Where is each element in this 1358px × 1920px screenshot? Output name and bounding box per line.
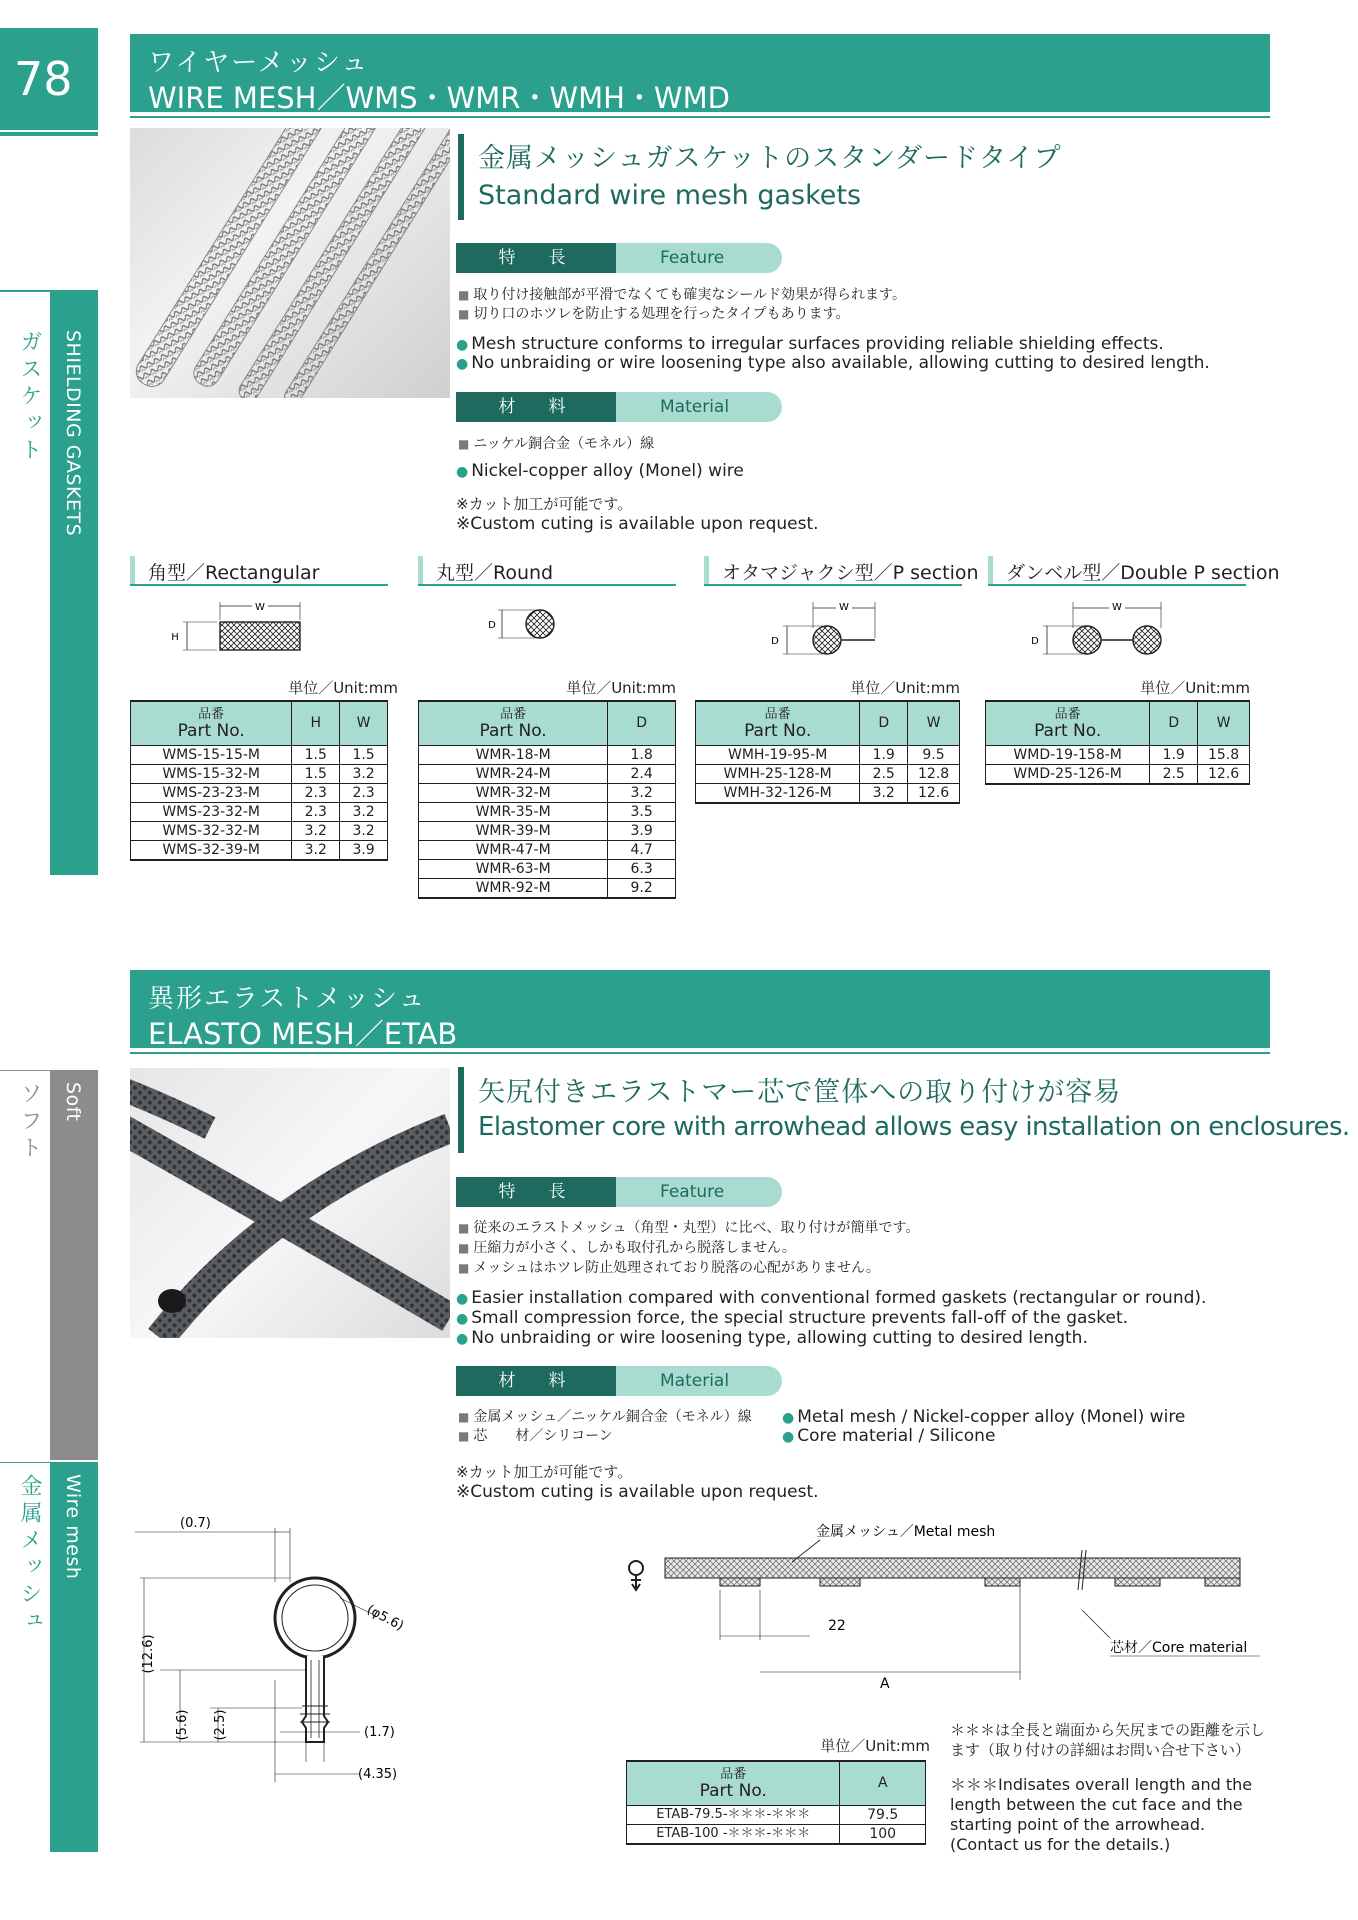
svg-text:D: D <box>488 620 496 631</box>
wire-mesh-material-jp: ■ ニッケル銅合金（モネル）線 <box>458 434 654 454</box>
page-number: 78 <box>0 28 98 130</box>
double-p-section-diagram <box>1025 598 1195 660</box>
table-row: WMS-15-15-M 1.5 1.5 <box>131 745 388 764</box>
wms-unit: 単位／Unit:mm <box>288 679 398 697</box>
round-diagram <box>480 600 580 650</box>
elasto-section-header <box>130 970 1270 1051</box>
rectangular-diagram <box>165 598 325 658</box>
side-tab-gasket-en: SHIELDING GASKETS <box>62 330 84 537</box>
elasto-product-photo <box>130 1068 450 1338</box>
etab-footnote-en: ＊＊＊Indisates overall length and the length between the cut face and the starting point of the arrowhead.(Contact us for the details.) <box>950 1775 1253 1854</box>
elasto-title-jp: 異形エラストメッシュ <box>148 984 427 1014</box>
wire-mesh-material-label: 材 料 Material <box>456 392 782 422</box>
svg-text:(4.35): (4.35) <box>358 1767 398 1782</box>
svg-text:22: 22 <box>828 1618 846 1634</box>
svg-text:D: D <box>771 636 779 647</box>
svg-text:(2.5): (2.5) <box>213 1709 228 1741</box>
type-header-rectangular: 角型／Rectangular <box>130 556 388 586</box>
wms-table: 品番 Part No. H W WMS-15-15-M 1.5 1.5 WMS-15-32-M 1.5 3.2 WMS-23-23-M 2.3 2.3 WMS-23-32-M 2.3 3.2 WMS-32-32-M 3.2 3.2 WMS-32-39-M 3.2 3.9 <box>130 700 388 861</box>
elasto-note-en: ※Custom cuting is available upon request. <box>456 1482 819 1502</box>
elasto-feature-label: 特 長 Feature <box>456 1177 782 1207</box>
elasto-cross-section-drawing <box>130 1510 460 1800</box>
table-row: WMR-35-M 3.5 <box>419 802 676 821</box>
table-row: WMR-39-M 3.9 <box>419 821 676 840</box>
wire-mesh-feature-jp-1: ■ 取り付け接触部が平滑でなくても確実なシールド効果が得られます。 <box>458 285 906 305</box>
svg-text:A: A <box>880 1676 890 1692</box>
table-row: WMR-32-M 3.2 <box>419 783 676 802</box>
type-header-double-p-section: ダンベル型／Double P section <box>988 556 1246 586</box>
table-row: WMS-32-39-M 3.2 3.9 <box>131 840 388 860</box>
table-row: WMS-23-32-M 2.3 3.2 <box>131 802 388 821</box>
table-row: ETAB-79.5-＊＊＊-＊＊＊ 79.5 <box>627 1805 926 1824</box>
svg-text:(φ5.6): (φ5.6) <box>364 1602 406 1635</box>
side-tab-wire-jp: 金属メッシュ <box>17 1474 42 1636</box>
p-section-diagram <box>765 598 895 660</box>
side-tab-gasket-jp: ガスケット <box>17 330 42 465</box>
side-tab-soft-rule <box>0 1070 50 1071</box>
wire-mesh-headline-jp: 金属メッシュガスケットのスタンダードタイプ <box>478 143 1062 174</box>
side-tab-soft-en: Soft <box>62 1082 84 1122</box>
table-row: WMS-15-32-M 1.5 3.2 <box>131 764 388 783</box>
table-row: WMR-63-M 6.3 <box>419 859 676 878</box>
wire-mesh-title-en: WIRE MESH／WMS・WMR・WMH・WMD <box>148 81 730 115</box>
wire-mesh-material-en: ● Nickel-copper alloy (Monel) wire <box>456 461 744 482</box>
wire-mesh-headline-en: Standard wire mesh gaskets <box>478 180 862 211</box>
etab-unit: 単位／Unit:mm <box>820 1737 930 1755</box>
svg-text:H: H <box>171 632 179 643</box>
elasto-material-label: 材 料 Material <box>456 1366 782 1396</box>
elasto-note-jp: ※カット加工が可能です。 <box>456 1463 633 1481</box>
table-row: WMR-47-M 4.7 <box>419 840 676 859</box>
wmd-unit: 単位／Unit:mm <box>1140 679 1250 697</box>
wmr-unit: 単位／Unit:mm <box>566 679 676 697</box>
table-row: WMS-23-23-M 2.3 2.3 <box>131 783 388 802</box>
elasto-material-en-1: ● Metal mesh / Nickel-copper alloy (Monel) wire <box>782 1407 1185 1428</box>
side-tab-wire-rule <box>0 1462 50 1463</box>
elasto-feature-en-1: ● Easier installation compared with conventional formed gaskets (rectangular or round). <box>456 1288 1206 1309</box>
side-tab-gasket-rule <box>0 290 50 292</box>
wire-mesh-note-jp: ※カット加工が可能です。 <box>456 495 633 513</box>
wire-mesh-note-en: ※Custom cuting is available upon request. <box>456 514 819 534</box>
elasto-feature-jp-3: ■ メッシュはホツレ防止処理されており脱落の心配がありません。 <box>458 1258 880 1278</box>
svg-text:(5.6): (5.6) <box>175 1709 190 1741</box>
wmh-table: 品番 Part No. D W WMH-19-95-M 1.9 9.5 WMH-25-128-M 2.5 12.8 WMH-32-126-M 3.2 12.6 <box>695 700 960 804</box>
table-row: WMR-24-M 2.4 <box>419 764 676 783</box>
svg-text:芯材／Core material: 芯材／Core material <box>1110 1640 1248 1656</box>
wire-mesh-feature-en-2: ● No unbraiding or wire loosening type also available, allowing cutting to desired length. <box>456 353 1210 374</box>
elasto-title-en: ELASTO MESH／ETAB <box>148 1017 458 1051</box>
type-header-p-section: オタマジャクシ型／P section <box>704 556 962 586</box>
elasto-headline-bar <box>458 1067 464 1153</box>
svg-text:W: W <box>1112 602 1122 613</box>
elasto-side-drawing <box>620 1510 1260 1710</box>
svg-text:D: D <box>1031 636 1039 647</box>
wire-mesh-title-jp: ワイヤーメッシュ <box>148 48 370 78</box>
elasto-headline-en: Elastomer core with arrowhead allows easy installation on enclosures. <box>478 1112 1350 1142</box>
side-tab-soft <box>50 1070 98 1460</box>
etab-footnote-jp: ＊＊＊は全長と端面から矢尻までの距離を示します（取り付けの詳細はお問い合せ下さい） <box>950 1721 1266 1759</box>
svg-text:W: W <box>255 602 265 613</box>
elasto-material-jp-2: ■ 芯 材／シリコーン <box>458 1426 613 1446</box>
wire-mesh-feature-label: 特 長 Feature <box>456 243 782 273</box>
svg-text:(12.6): (12.6) <box>141 1634 156 1674</box>
table-row: WMD-19-158-M 1.9 15.8 <box>986 745 1250 764</box>
wire-mesh-feature-en-1: ● Mesh structure conforms to irregular surfaces providing reliable shielding effects. <box>456 334 1164 355</box>
svg-text:W: W <box>839 602 849 613</box>
elasto-feature-en-2: ● Small compression force, the special structure prevents fall-off of the gasket. <box>456 1308 1128 1329</box>
wire-mesh-feature-jp-2: ■ 切り口のホツレを防止する処理を行ったタイプもあります。 <box>458 304 850 324</box>
wire-mesh-section-header <box>130 34 1270 115</box>
table-row: WMH-19-95-M 1.9 9.5 <box>696 745 960 764</box>
table-row: WMH-32-126-M 3.2 12.6 <box>696 783 960 803</box>
elasto-feature-en-3: ● No unbraiding or wire loosening type, allowing cutting to desired length. <box>456 1328 1088 1349</box>
table-row: WMH-25-128-M 2.5 12.8 <box>696 764 960 783</box>
svg-text:(1.7): (1.7) <box>364 1725 395 1740</box>
wire-mesh-headline-bar <box>458 134 464 220</box>
table-row: WMS-32-32-M 3.2 3.2 <box>131 821 388 840</box>
table-row: WMD-25-126-M 2.5 12.6 <box>986 764 1250 784</box>
svg-text:金属メッシュ／Metal mesh: 金属メッシュ／Metal mesh <box>816 1524 996 1540</box>
wmh-unit: 単位／Unit:mm <box>850 679 960 697</box>
page-number-rule <box>0 132 98 136</box>
elasto-headline-jp: 矢尻付きエラストマー芯で筐体への取り付けが容易 <box>478 1077 1122 1108</box>
wmr-table: 品番 Part No. D WMR-18-M 1.8 WMR-24-M 2.4 WMR-32-M 3.2 WMR-35-M 3.5 WMR-39-M 3.9 WMR-47-M 4.7 WMR-63-M 6.3 WMR-92-M 9.2 <box>418 700 676 899</box>
etab-table: 品番 Part No. A ETAB-79.5-＊＊＊-＊＊＊ 79.5 ETAB-100 -＊＊＊-＊＊＊ 100 <box>626 1760 926 1845</box>
elasto-feature-jp-1: ■ 従来のエラストメッシュ（角型・丸型）に比べ、取り付けが簡単です。 <box>458 1218 919 1238</box>
elasto-feature-jp-2: ■ 圧縮力が小さく、しかも取付孔から脱落しません。 <box>458 1238 796 1258</box>
side-tab-soft-jp: ソフト <box>17 1082 42 1163</box>
table-row: WMR-92-M 9.2 <box>419 878 676 898</box>
wire-mesh-product-photo <box>130 128 450 398</box>
wmd-table: 品番 Part No. D W WMD-19-158-M 1.9 15.8 WMD-25-126-M 2.5 12.6 <box>985 700 1250 785</box>
elasto-material-en-2: ● Core material / Silicone <box>782 1426 995 1447</box>
side-tab-wire-en: Wire mesh <box>62 1474 84 1580</box>
table-row: ETAB-100 -＊＊＊-＊＊＊ 100 <box>627 1824 926 1844</box>
elasto-material-jp-1: ■ 金属メッシュ／ニッケル銅合金（モネル）線 <box>458 1407 752 1427</box>
svg-text:(0.7): (0.7) <box>180 1516 211 1531</box>
table-row: WMR-18-M 1.8 <box>419 745 676 764</box>
type-header-round: 丸型／Round <box>418 556 676 586</box>
